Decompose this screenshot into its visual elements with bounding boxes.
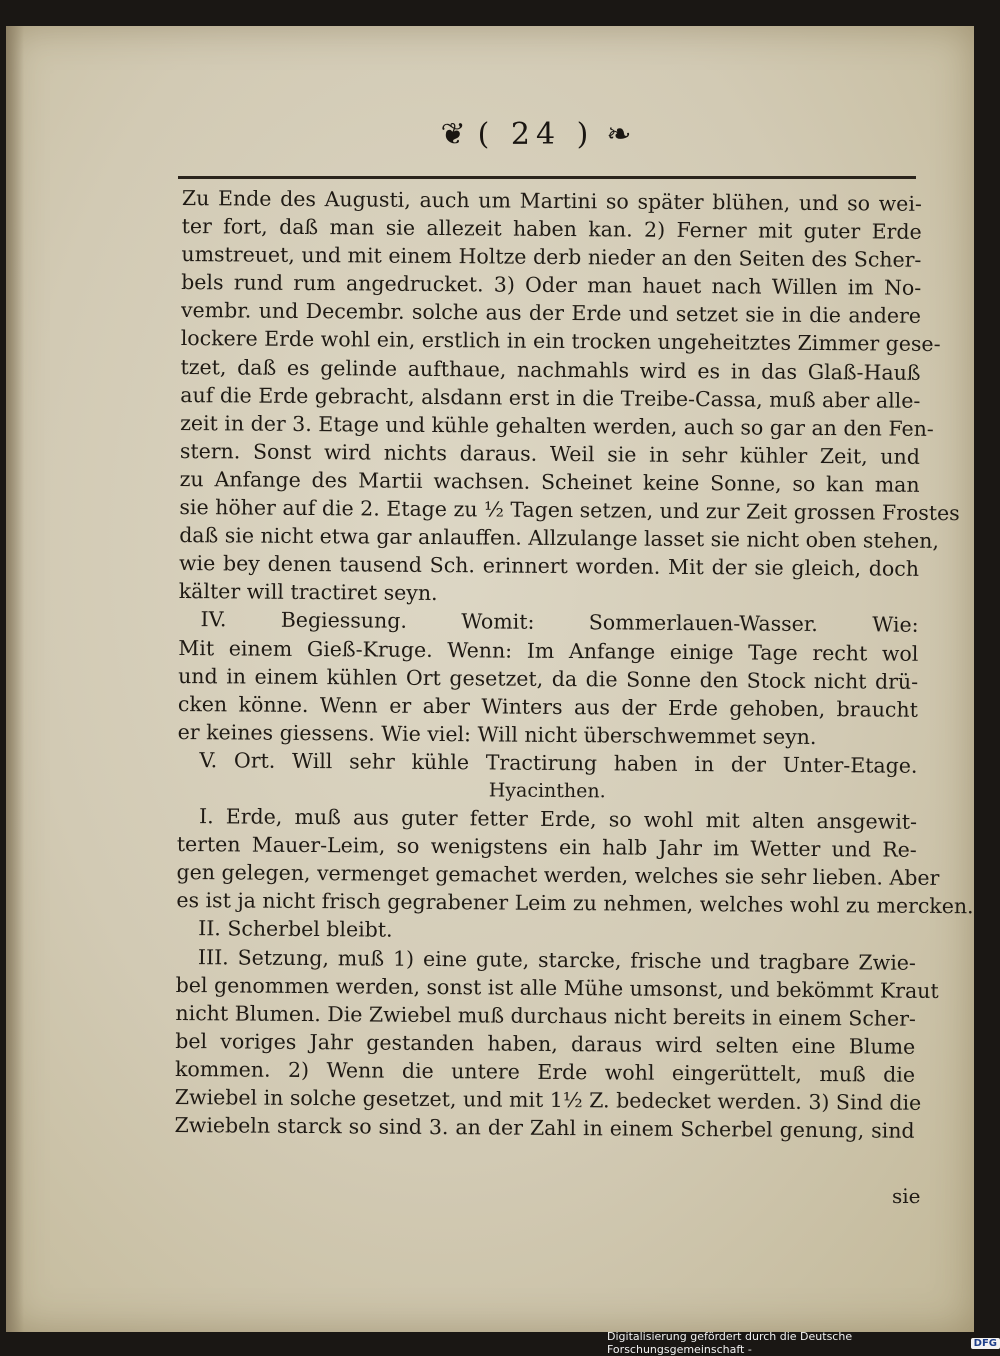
text-line: bels rund rum angedrucket. 3) Oder man hauet nach Willen im No- xyxy=(181,270,922,301)
page-header xyxy=(386,114,686,154)
text-line: bel voriges Jahr gestanden haben, daraus wird selten eine Blume xyxy=(175,1028,916,1059)
text-line: daß sie nicht etwa gar anlauffen. Allzulange lasset sie nicht oben stehen, xyxy=(179,523,940,554)
text-line: kälter will tractiret seyn. xyxy=(178,579,438,606)
dfg-logo-icon: DFG xyxy=(971,1338,1000,1349)
text-line: und in einem kühlen Ort gesetzet, da die Sonne den Stock nicht drü- xyxy=(178,663,919,694)
text-line: ter fort, daß man sie allezeit haben kan. 2) Ferner mit guter Erde xyxy=(181,214,922,244)
section-heading-line: I. Erde, muß aus guter fetter Erde, so wohl mit alten ansgewit- xyxy=(198,804,918,834)
section-heading-line: II. Scherbel bleibt. xyxy=(198,916,393,943)
digitization-footer xyxy=(607,1330,1000,1356)
text-line: tzet, daß es gelinde aufthaue, nachmahls wird es in das Glaß-Hauß xyxy=(180,354,921,385)
section-heading-line: V. Ort. Will sehr kühle Tractirung haben in der Unter-Etage. xyxy=(199,748,918,778)
page-number: ( 24 ) xyxy=(477,116,595,152)
text-line: auf die Erde gebracht, alsdann erst in die Treibe-Cassa, muß aber alle- xyxy=(180,382,921,413)
section-heading-line: III. Setzung, muß 1) eine gute, starcke, frische und tragbare Zwie- xyxy=(197,944,917,975)
text-line: sie höher auf die 2. Etage zu ½ Tagen setzen, und zur Zeit grossen Frostes xyxy=(179,495,960,526)
text-line: Zwiebeln starck so sind 3. an der Zahl in einem Scherbel genung, sind xyxy=(174,1113,915,1143)
text-line: vembr. und Decembr. solche aus der Erde und setzet sie in die andere xyxy=(180,298,922,329)
text-line: umstreuet, und mit einem Holtze derb nieder an den Seiten des Scher- xyxy=(181,242,922,272)
book-page xyxy=(6,26,974,1332)
text-line: stern. Sonst wird nichts daraus. Weil sie in sehr kühler Zeit, und xyxy=(179,438,920,469)
text-line: lockere Erde wohl ein, erstlich in ein trocken ungeheitztes Zimmer gese- xyxy=(180,326,941,357)
section-title: Hyacinthen. xyxy=(488,779,606,803)
text-line: Zwiebel in solche gesetzet, und mit 1½ Z. bedecket werden. 3) Sind die xyxy=(174,1084,922,1115)
text-line: Mit einem Gieß-Kruge. Wenn: Im Anfange einige Tage recht wol xyxy=(178,635,919,666)
text-line: cken könne. Wenn er aber Winters aus der Erde gehoben, braucht xyxy=(177,691,918,722)
right-ornament-icon: ❧ xyxy=(606,116,632,152)
text-line: zeit in der 3. Etage und kühle gehalten werden, auch so gar an den Fen- xyxy=(180,410,934,441)
text-line: Zu Ende des Augusti, auch um Martini so später blühen, und so wei- xyxy=(181,185,922,216)
text-line: es ist ja nicht frisch gegrabener Leim zu nehmen, welches wohl zu mercken. xyxy=(176,888,974,919)
text-line: er keines giessens. Wie viel: Will nicht überschwemmet seyn. xyxy=(177,719,817,749)
page-spine-shadow xyxy=(6,26,24,1332)
text-line: gen gelegen, vermenget gemachet werden, welches sie sehr lieben. Aber xyxy=(176,860,940,891)
text-line: bel genommen werden, sonst ist alle Mühe umsonst, und bekömmt Kraut xyxy=(175,972,939,1003)
text-line: wie bey denen tausend Sch. erinnert worden. Mit der sie gleich, doch xyxy=(178,551,920,582)
text-line: kommen. 2) Wenn die untere Erde wohl eingerüttelt, muß die xyxy=(174,1056,916,1087)
text-line: zu Anfange des Martii wachsen. Scheinet keine Sonne, so kan man xyxy=(179,466,920,497)
catchword: sie xyxy=(892,1184,921,1208)
body-text xyxy=(174,184,974,1145)
left-ornament-icon: ❦ xyxy=(440,116,466,152)
section-heading-line: IV. Begiessung. Womit: Sommerlauen-Wasser. Wie: xyxy=(200,607,919,638)
footer-credit: Digitalisierung gefördert durch die Deutsche Forschungsgemeinschaft - xyxy=(607,1330,853,1356)
text-line: terten Mauer-Leim, so wenigstens ein halb Jahr im Wetter und Re- xyxy=(176,832,917,862)
text-line: nicht Blumen. Die Zwiebel muß durchaus nicht bereits in einem Scher- xyxy=(175,1000,917,1031)
header-rule xyxy=(178,176,916,179)
